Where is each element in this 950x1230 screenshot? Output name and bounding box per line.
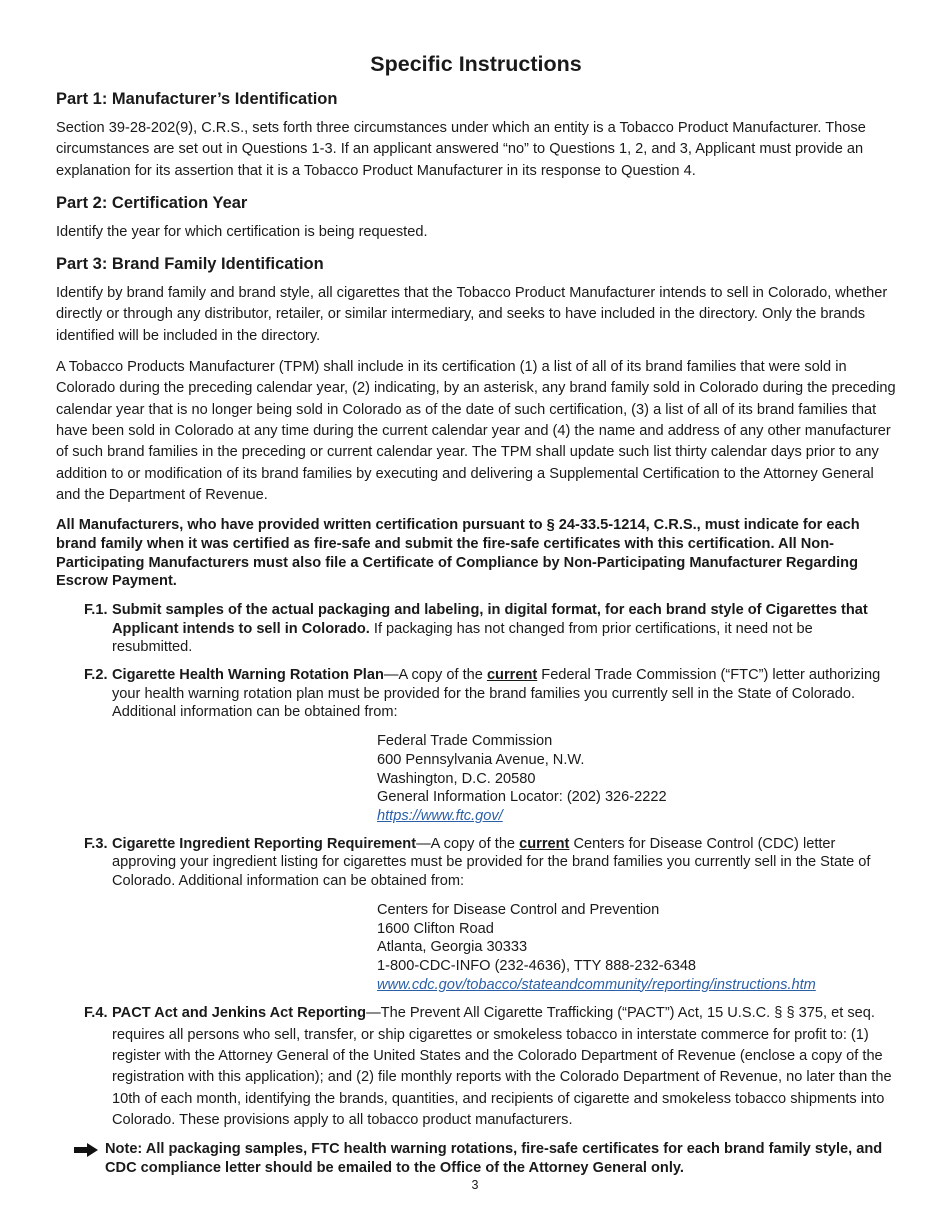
item-f1-label: F.1. bbox=[84, 601, 108, 618]
item-f1 bbox=[56, 601, 896, 657]
note-text: Note: All packaging samples, FTC health warning rotations, fire-safe certificates for each brand family style, and CDC compliance letter should be emailed to the Office of the Attorney General only. bbox=[105, 1141, 883, 1177]
item-f3 bbox=[56, 835, 896, 995]
ftc-address-line: Washington, D.C. 20580 bbox=[377, 770, 536, 787]
part3-heading: Part 3: Brand Family Identification bbox=[56, 255, 324, 274]
part1-text: Section 39-28-202(9), C.R.S., sets forth three circumstances under which an entity is a Tobacco Product Manufacturer. Those circumstances are set out in Questions 1-3. If an applicant answered “no” to Questions 1, 2, and 3, Applicant must provide an explanation for its assertion that it is a Tobacco Product Manufacturer in its response to Question 4. bbox=[56, 120, 866, 179]
item-f2-bold: Cigarette Health Warning Rotation Plan bbox=[112, 667, 384, 684]
ftc-address-block bbox=[377, 732, 896, 826]
cdc-address-line: 1600 Clifton Road bbox=[377, 920, 494, 937]
item-f4-label: F.4. bbox=[84, 1005, 108, 1022]
ftc-address-line: 600 Pennsylvania Avenue, N.W. bbox=[377, 751, 585, 768]
part2-heading: Part 2: Certification Year bbox=[56, 193, 248, 212]
part3-text1: Identify by brand family and brand style, all cigarettes that the Tobacco Product Manufacturer intends to sell in Colorado, whether directly or through any distributor, retailer, or similar intermediary, and seeks to have included in the directory. Only the brands identified will be included in the directory. bbox=[56, 285, 888, 344]
item-f4-bold: PACT Act and Jenkins Act Reporting bbox=[112, 1005, 367, 1022]
item-f4-text: —The Prevent All Cigarette Trafficking (“PACT”) Act, 15 U.S.C. § § 375, et seq. requires all persons who sell, transfer, or ship cigarettes or smokeless tobacco in interstate commerce for profit to: (1) register with the Attorney General of the United States and the Colorado Department of Revenue (enclose a copy of the registration with this application); and (2) file monthly reports with the Colorado Department of Revenue, no later than the 10th of each month, identifying the brands, quantities, and recipients of cigarette and smokeless tobacco shipments into Colorado. These provisions apply to all tobacco product manufacturers. bbox=[112, 1005, 892, 1128]
item-f3-text-b: Centers for Disease Control (CDC) letter approving your ingredient listing for cigarettes must be provided for the brand families you currently sell in the State of Colorado. Additional information can be obtained from: bbox=[112, 835, 871, 890]
ftc-address-line: General Information Locator: (202) 326-2222 bbox=[377, 789, 667, 806]
part3-bold-text: All Manufacturers, who have provided written certification pursuant to § 24-33.5-1214, C.R.S., must indicate for each brand family when it was certified as fire-safe and submit the fire-safe certificates with this certification. All Non-Participating Manufacturers must also file a Certificate of Compliance by Non-Participating Manufacturer Regarding Escrow Payment. bbox=[56, 517, 860, 590]
part3-text2: A Tobacco Products Manufacturer (TPM) shall include in its certification (1) a list of all of its brand families that were sold in Colorado during the preceding calendar year, (2) indicating, by an asterisk, any brand family sold in Colorado during the preceding calendar year that is no longer being sold in Colorado as of the date of such certification, (3) a list of all of its brand families that have been sold in Colorado at any time during the current calendar year and (4) the name and address of any other manufacturer of such brand families in the preceding or current calendar year. The TPM shall update such list thirty calendar days prior to any addition to or modification of its brand families by executing and delivering a Supplemental Certification to the Attorney General and the Department of Revenue. bbox=[56, 359, 896, 503]
item-f3-bold: Cigarette Ingredient Reporting Requirement bbox=[112, 835, 417, 852]
cdc-address-block bbox=[377, 901, 896, 995]
item-f2-label: F.2. bbox=[84, 667, 108, 684]
ftc-address-line: Federal Trade Commission bbox=[377, 733, 553, 750]
document-page bbox=[56, 50, 896, 1178]
item-f3-current: current bbox=[519, 835, 570, 852]
item-f1-text: If packaging has not changed from prior certifications, it need not be resubmitted. bbox=[112, 620, 813, 656]
item-f2-text-a: —A copy of the bbox=[383, 667, 487, 684]
item-f2-current: current bbox=[486, 667, 538, 684]
right-arrow-icon bbox=[74, 1143, 98, 1163]
part2-text: Identify the year for which certification is being requested. bbox=[56, 223, 428, 240]
page-number: 3 bbox=[471, 1178, 479, 1192]
cdc-link[interactable]: www.cdc.gov/tobacco/stateandcommunity/reporting/instructions.htm bbox=[377, 976, 816, 993]
item-f3-text-a: —A copy of the bbox=[416, 835, 520, 852]
page-title: Specific Instructions bbox=[370, 52, 582, 76]
item-f3-label: F.3. bbox=[84, 835, 108, 852]
ftc-link[interactable]: https://www.ftc.gov/ bbox=[377, 808, 503, 824]
item-f2 bbox=[56, 666, 896, 826]
item-f4 bbox=[56, 1003, 896, 1131]
cdc-address-line: 1-800-CDC-INFO (232-4636), TTY 888-232-6348 bbox=[377, 957, 697, 974]
note bbox=[56, 1140, 896, 1178]
cdc-address-line: Atlanta, Georgia 30333 bbox=[377, 939, 528, 956]
item-f2-text-b: Federal Trade Commission (“FTC”) letter authorizing your health warning rotation plan must be provided for the brand families you currently sell in the State of Colorado. Additional information can be obtained from: bbox=[112, 667, 881, 721]
part1-heading: Part 1: Manufacturer’s Identification bbox=[56, 90, 338, 108]
item-f1-bold: Submit samples of the actual packaging and labeling, in digital format, for each brand style of Cigarettes that Applicant intends to sell in Colorado. bbox=[112, 601, 868, 637]
cdc-address-line: Centers for Disease Control and Prevention bbox=[377, 901, 660, 918]
